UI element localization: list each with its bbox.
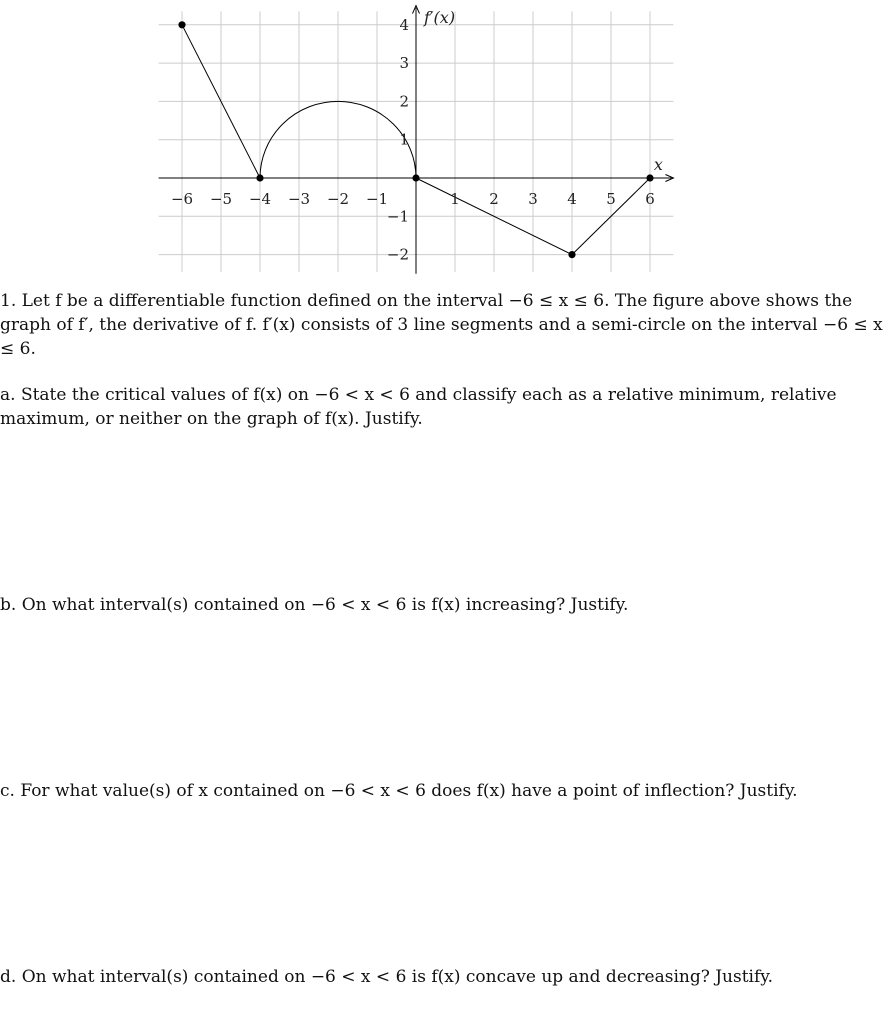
x-tick-labels [171,190,655,208]
x-tick-label: 1 [450,190,460,208]
y-tick-label: 2 [399,92,409,111]
y-tick-label: 4 [399,15,409,34]
question-b: b. On what interval(s) contained on −6 < x < 6 is f(x) increasing? Justify. [0,595,629,615]
data-point [568,251,575,258]
data-point [412,174,419,181]
x-tick-label: 4 [567,190,577,208]
data-point [256,174,263,181]
x-tick-label: 2 [489,190,499,208]
y-tick-label: −2 [386,245,409,264]
y-tick-label: 1 [399,130,409,149]
question-a: a. State the critical values of f(x) on −6 < x < 6 and classify each as a relative minimum, relative maximum, or neither on the graph of f(x). Justify. [0,385,837,429]
x-tick-label: 3 [528,190,538,208]
x-tick-label: −4 [248,190,272,208]
x-tick-label: −5 [209,190,233,208]
y-tick-label: −1 [386,207,409,226]
x-tick-label: −2 [326,190,350,208]
x-tick-label: 5 [606,190,616,208]
data-point [178,21,185,28]
problem-intro: 1. Let f be a differentiable function defined on the interval −6 ≤ x ≤ 6. The figure above shows the graph of f′, the derivative of f. f′(x) consists of 3 line segments and a semi-circle on the interval −6 ≤ x ≤ 6. [0,291,883,359]
x-axis-label: x [653,155,663,174]
x-tick-label: 6 [645,190,655,208]
data-point [646,174,653,181]
x-tick-label: −1 [365,190,389,208]
x-tick-label: −3 [287,190,311,208]
question-d: d. On what interval(s) contained on −6 < x < 6 is f(x) concave up and decreasing? Justify. [0,967,774,987]
derivative-graph [0,0,893,285]
question-c: c. For what value(s) of x contained on −6 < x < 6 does f(x) have a point of inflection? Justify. [0,781,798,801]
y-axis-label: f′(x) [424,7,456,27]
y-tick-label: 3 [399,54,409,73]
x-tick-label: −6 [170,190,194,208]
